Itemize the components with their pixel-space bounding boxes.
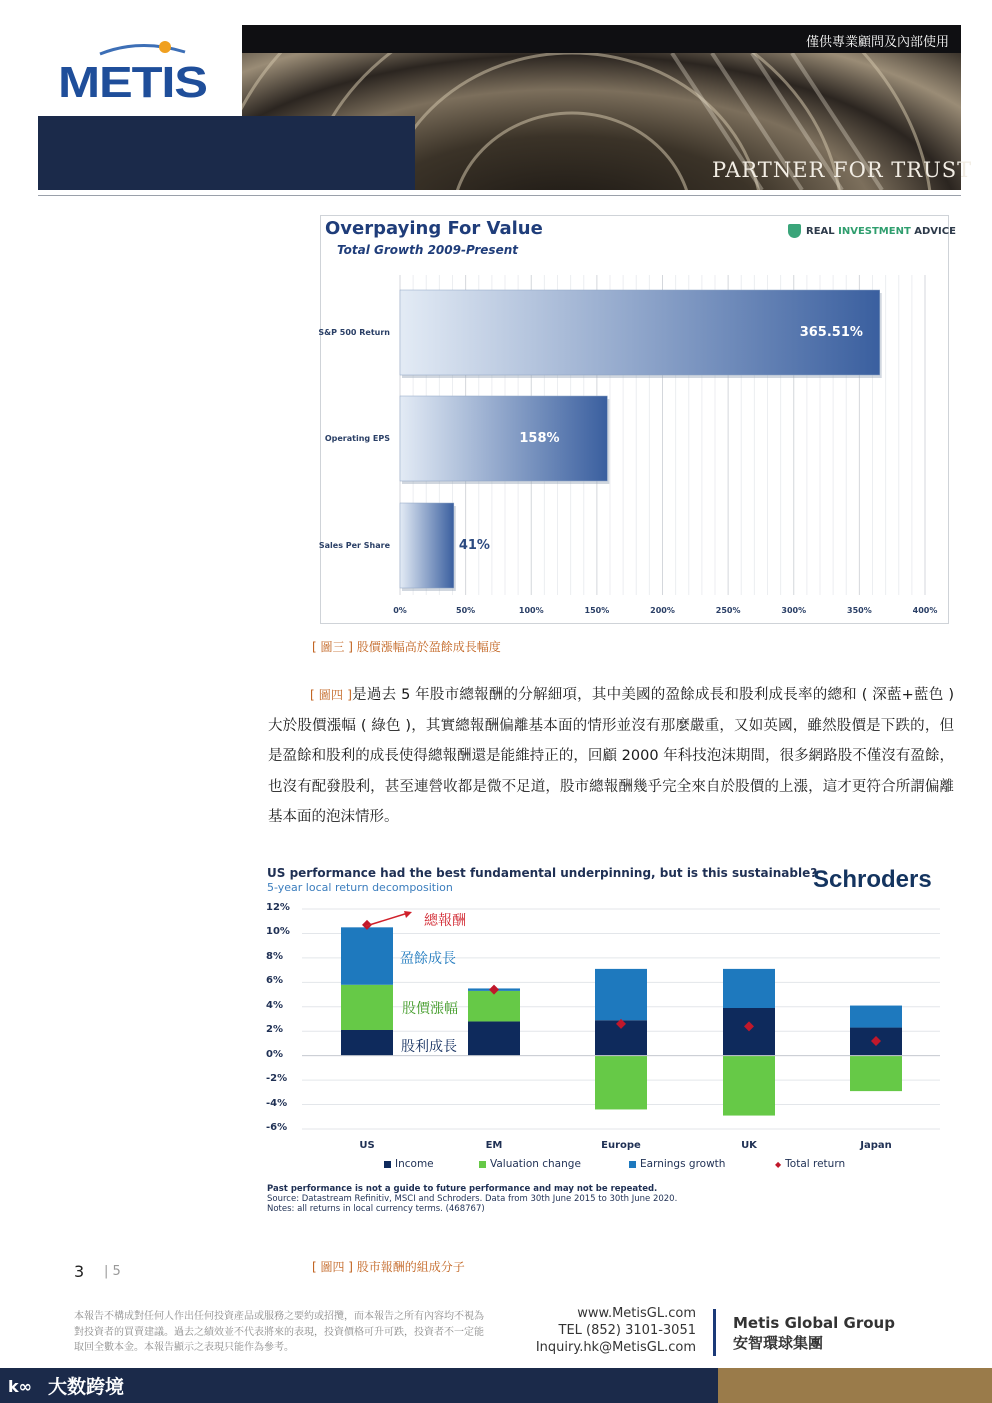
- annotation-total-return: 總報酬: [424, 913, 466, 929]
- annotation-income: 股利成長: [401, 1039, 457, 1055]
- legend-label: Total return: [785, 1158, 846, 1170]
- stacked-bar-segment: [723, 1008, 775, 1056]
- page-total: | 5: [104, 1264, 121, 1279]
- y-tick-label: 10%: [266, 926, 290, 938]
- x-tick-label: 350%: [847, 606, 872, 615]
- data-label: 158%: [519, 430, 560, 446]
- y-tick-label: -4%: [266, 1097, 288, 1109]
- legend-earnings: [629, 1158, 725, 1170]
- y-tick-label: 0%: [266, 1048, 283, 1060]
- watermark-logo-icon: [8, 1374, 46, 1398]
- top-banner: [242, 25, 961, 53]
- y-tick-label: 2%: [266, 1024, 283, 1036]
- legend-income: [384, 1158, 434, 1170]
- x-category-label: Europe: [601, 1140, 641, 1151]
- y-tick-label: 4%: [266, 999, 283, 1011]
- x-category-label: Japan: [860, 1140, 892, 1151]
- x-tick-label: 0%: [393, 606, 407, 615]
- logo-text: METIS: [58, 58, 207, 107]
- red-arrow-icon: [360, 908, 420, 930]
- figure3-title: Overpaying For Value: [325, 218, 543, 239]
- annotation-earnings: 盈餘成長: [400, 951, 456, 967]
- company-name-zh: 安智環球集團: [733, 1334, 824, 1352]
- figure4-chart: [260, 900, 950, 1150]
- internal-use-note: 僅供專業顧問及內部使用: [805, 35, 949, 50]
- legend-swatch: [629, 1161, 636, 1168]
- legend-valuation: [479, 1158, 581, 1170]
- x-tick-label: 400%: [912, 606, 938, 615]
- legend-label: Income: [395, 1158, 434, 1170]
- legend-swatch: [479, 1161, 486, 1168]
- shield-icon: [788, 224, 801, 238]
- x-tick-label: 50%: [456, 606, 476, 615]
- disclaimer: 本報告不構成對任何人作出任何投資產品或服務之要約或招攬，而本報告之所有內容均不視為對投資者的買賣建議。過去之績效並不代表將來的表現，投資價格可升可跌，投資者不一定能取回全數本金。本報告顯示之表現只能作為參考。: [74, 1311, 484, 1353]
- figure4-caption: [ 圖四 ] 股市報酬的組成分子: [312, 1260, 465, 1274]
- company-name-en: Metis Global Group: [733, 1314, 895, 1332]
- header-navy-block: [38, 116, 415, 190]
- figure3-brand: [788, 224, 956, 238]
- paragraph-figure-tag: [ 圖四 ]: [310, 688, 352, 702]
- x-tick-label: 100%: [518, 606, 544, 615]
- y-tick-label: 6%: [266, 975, 283, 987]
- figure3-caption: [ 圖三 ] 股價漲幅高於盈餘成長幅度: [312, 640, 501, 654]
- y-tick-label: 8%: [266, 950, 283, 962]
- y-tick-label: -2%: [266, 1073, 288, 1085]
- legend-total-return: [775, 1158, 845, 1170]
- paragraph-text: 是過去 5 年股市總報酬的分解細項，其中美國的盈餘成長和股利成長率的總和 ( 深藍+藍色 ) 大於股價漲幅 ( 綠色 )，其實總報酬偏離基本面的情形並沒有那麼嚴重，又如英國，雖然股價是下跌的，但是盈餘和股利的成長使得總報酬還是能維持正的，回顧 2000 年科技泡沫期間，很多網路股不僅沒有盈餘，也沒有配發股利，甚至連營收都是微不足道，股市總報酬幾乎完全來自於股價的上漲，這才更符合所謂偏離基本面的泡沫情形。: [268, 687, 954, 825]
- x-category-label: UK: [741, 1140, 757, 1151]
- stacked-bar-segment: [468, 991, 520, 1022]
- figure4-subtitle: 5-year local return decomposition: [267, 881, 453, 894]
- company-name: [733, 1313, 895, 1353]
- bar: [400, 503, 454, 588]
- legend-label: Earnings growth: [640, 1158, 726, 1170]
- stacked-bar-segment: [723, 1056, 775, 1116]
- diamond-icon: ◆: [775, 1160, 782, 1169]
- x-category-label: EM: [485, 1140, 503, 1151]
- data-label: 365.51%: [799, 324, 863, 340]
- figure3-chart: [320, 270, 947, 620]
- stacked-bar-segment: [850, 1056, 902, 1091]
- note-source: Source: Datastream Refinitiv, MSCI and Schroders. Data from 30th June 2015 to 30th June 2020.: [267, 1194, 678, 1204]
- legend-swatch: [384, 1161, 391, 1168]
- stacked-bar-segment: [723, 969, 775, 1008]
- page-number: 3: [74, 1262, 85, 1281]
- y-tick-label: 12%: [266, 902, 290, 913]
- category-label: Operating EPS: [324, 433, 390, 443]
- x-tick-label: 300%: [781, 606, 807, 615]
- stacked-bar-segment: [850, 1006, 902, 1028]
- legend-label: Valuation change: [490, 1158, 581, 1170]
- contact-block: [530, 1305, 696, 1356]
- figure3-subtitle: Total Growth 2009-Present: [337, 243, 518, 257]
- footer-divider: [713, 1309, 716, 1356]
- annotation-valuation: 股價漲幅: [402, 1001, 458, 1017]
- tagline: PARTNER FOR TRUST: [712, 158, 973, 182]
- x-tick-label: 150%: [584, 606, 610, 615]
- stacked-bar-segment: [468, 1021, 520, 1055]
- website-link[interactable]: www.MetisGL.com: [577, 1306, 696, 1321]
- category-label: S&P 500 Return: [318, 327, 390, 337]
- email-link[interactable]: Inquiry.hk@MetisGL.com: [535, 1340, 696, 1355]
- svg-text:k∞: k∞: [8, 1377, 32, 1396]
- schroders-logo: Schroders: [813, 866, 932, 893]
- stacked-bar-segment: [341, 1030, 393, 1056]
- brand-plain: REAL: [806, 226, 839, 237]
- brand-green: INVESTMENT: [838, 226, 911, 237]
- header-divider: [38, 195, 961, 196]
- body-paragraph: [268, 680, 954, 833]
- x-tick-label: 250%: [715, 606, 741, 615]
- stacked-bar-segment: [595, 1056, 647, 1110]
- watermark: 大数跨境: [48, 1376, 125, 1398]
- phone-number: TEL (852) 3101-3051: [558, 1323, 696, 1338]
- bar: [400, 396, 607, 481]
- y-tick-label: -6%: [266, 1122, 288, 1133]
- stacked-bar-segment: [595, 969, 647, 1020]
- note-past-performance: Past performance is not a guide to future performance and may not be repeated.: [267, 1184, 658, 1194]
- figure4-title: US performance had the best fundamental underpinning, but is this sustainable?: [267, 866, 818, 880]
- x-category-label: US: [359, 1140, 375, 1151]
- x-tick-label: 200%: [650, 606, 675, 615]
- stacked-bar-segment: [341, 927, 393, 984]
- footer-gold-bar: [718, 1368, 992, 1403]
- brand-end: ADVICE: [910, 226, 956, 237]
- stacked-bar-segment: [341, 985, 393, 1030]
- category-label: Sales Per Share: [318, 540, 390, 550]
- data-label: 41%: [458, 537, 490, 553]
- note-currency: Notes: all returns in local currency terms. (468767): [267, 1204, 485, 1214]
